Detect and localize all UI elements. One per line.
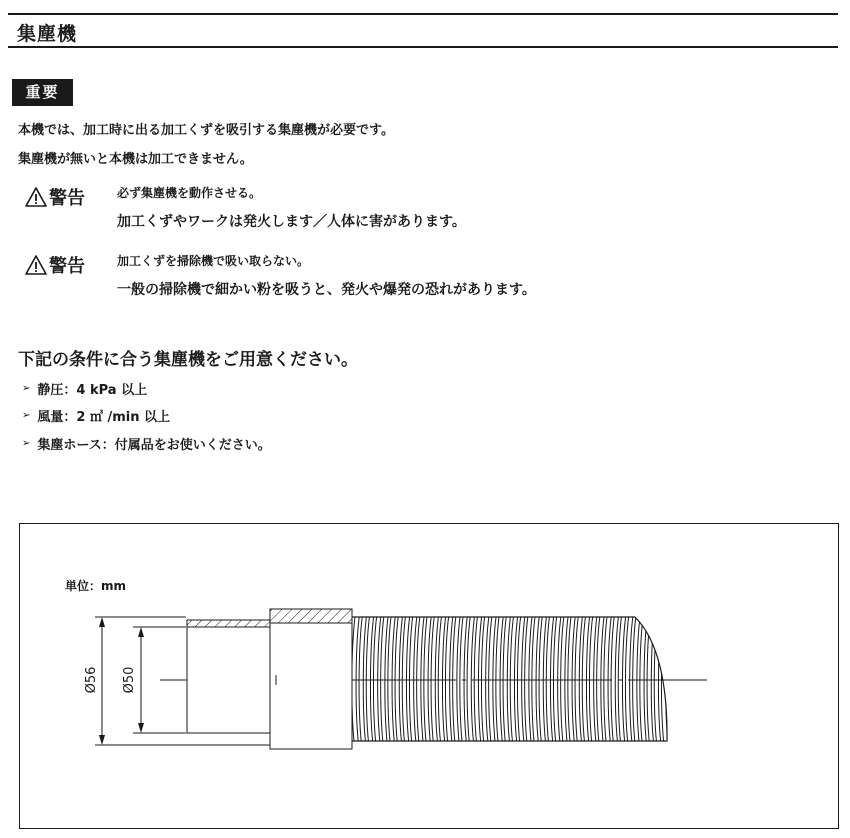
hose-rib [673,617,679,741]
notice-line-2: 集塵機が無いと本機は加工できません。 [18,152,253,167]
hose-rib [608,617,614,741]
hose-rib [529,617,535,741]
warning-detail-2: 一般の掃除機で細かい粉を吸うと、発火や爆発の恐れがあります。 [117,282,536,298]
hose-rib [514,617,520,741]
hose-rib [594,617,600,741]
dimension-outer-label: Ø56 [84,666,99,694]
hose-rib [615,617,621,741]
hose-rib [471,617,477,741]
hose-rib [658,617,664,741]
dimension-inner-label: Ø50 [122,666,137,694]
hose-rib [363,617,369,741]
hose-rib [651,617,657,741]
hose-rib [694,617,700,741]
hose-rib [370,617,376,741]
hose-rib [464,617,470,741]
warning-label-text: 警告 [49,256,85,277]
hose-rib [356,617,362,741]
warning-detail-1: 加工くずやワークは発火します／人体に害があります。 [117,214,466,230]
hose-rib [637,617,643,741]
hose-rib [687,617,693,741]
hose-rib [601,617,607,741]
bullet-arrow-icon: ➢ [22,383,31,394]
hose-rib [644,617,650,741]
hose-rib [536,617,542,741]
corrugated-hose [349,617,701,741]
hose-rib [493,617,499,741]
condition-text: 風量：2 ㎥ /min 以上 [37,410,171,425]
warning-headline-2: 加工くずを掃除機で吸い取らない。 [117,254,310,268]
hose-rib [406,617,412,741]
unit-label: 単位：mm [65,579,127,593]
conditions-title: 下記の条件に合う集塵機をご用意ください。 [18,350,358,370]
hose-rib [457,617,463,741]
hose-rib [435,617,441,741]
warning-label-text: 警告 [49,188,85,209]
notice-line-1: 本機では、加工時に出る加工くずを吸引する集塵機が必要です。 [18,123,394,138]
hose-rib [442,617,448,741]
hose-rib [478,617,484,741]
hose-rib [507,617,513,741]
condition-text: 集塵ホース：付属品をお使いください。 [37,438,271,453]
warning-headline-1: 必ず集塵機を動作させる。 [117,186,262,200]
hose-rib [414,617,420,741]
hose-rib [392,617,398,741]
hose-rib [500,617,506,741]
hose-rib [450,617,456,741]
hose-rib [550,617,556,741]
bullet-arrow-icon: ➢ [22,438,31,449]
hose-rib [565,617,571,741]
hose-rib [428,617,434,741]
important-badge: 重要 [12,79,73,106]
hose-rib [486,617,492,741]
hose-rib [579,617,585,741]
hose-rib [378,617,384,741]
hose-rib [572,617,578,741]
hose-rib [522,617,528,741]
hose-rib [622,617,628,741]
hose-rib [680,617,686,741]
bullet-arrow-icon: ➢ [22,410,31,421]
hose-rib [543,617,549,741]
condition-text: 静圧：4 kPa 以上 [37,383,148,398]
hose-rib [421,617,427,741]
hose-rib [399,617,405,741]
page-title: 集塵機 [17,23,78,45]
hose-rib [586,617,592,741]
hose-cuff [187,609,352,749]
hose-rib [385,617,391,741]
hose-rib [558,617,564,741]
hose-rib [630,617,636,741]
